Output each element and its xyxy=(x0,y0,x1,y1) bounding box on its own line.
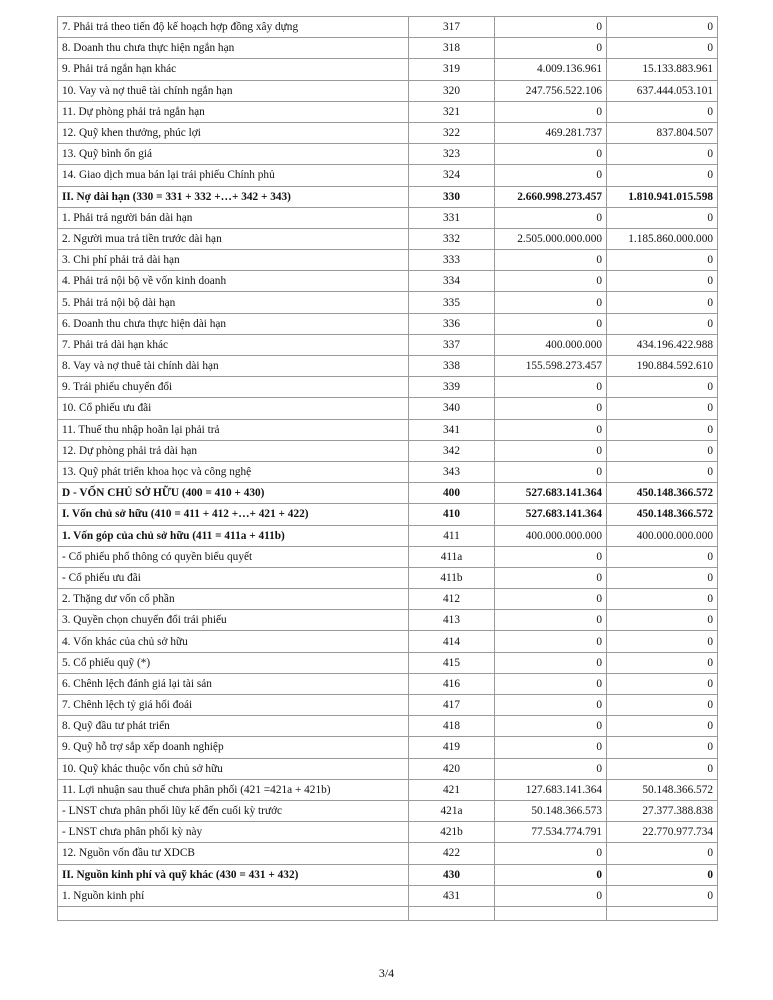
row-value-current-cell: 0 xyxy=(495,843,607,864)
row-value-prior-cell: 0 xyxy=(607,673,718,694)
row-value-current-cell: 0 xyxy=(495,546,607,567)
row-name-cell: 11. Lợi nhuận sau thuế chưa phân phối (421 =421a + 421b) xyxy=(58,779,409,800)
row-value-prior-cell: 0 xyxy=(607,864,718,885)
row-name-cell: 12. Dự phòng phải trả dài hạn xyxy=(58,440,409,461)
row-name-cell: 12. Quỹ khen thưởng, phúc lợi xyxy=(58,122,409,143)
row-code-cell: 417 xyxy=(409,695,495,716)
table-row xyxy=(58,80,718,101)
table-row xyxy=(58,398,718,419)
row-value-current-cell: 0 xyxy=(495,716,607,737)
row-value-current-cell: 0 xyxy=(495,38,607,59)
row-value-prior-cell: 0 xyxy=(607,631,718,652)
row-value-current-cell: 2.660.998.273.457 xyxy=(495,186,607,207)
row-code-cell: 343 xyxy=(409,461,495,482)
row-value-prior-cell: 0 xyxy=(607,737,718,758)
row-name-cell: - Cổ phiếu phổ thông có quyền biểu quyết xyxy=(58,546,409,567)
row-code-cell: 421 xyxy=(409,779,495,800)
row-code-cell: 413 xyxy=(409,610,495,631)
row-value-prior-cell: 0 xyxy=(607,398,718,419)
row-value-current-cell: 527.683.141.364 xyxy=(495,483,607,504)
row-value-current-cell: 0 xyxy=(495,864,607,885)
row-value-current-cell: 247.756.522.106 xyxy=(495,80,607,101)
row-value-prior-cell: 0 xyxy=(607,885,718,906)
balance-sheet-page xyxy=(57,16,717,921)
row-name-cell: - LNST chưa phân phối lũy kế đến cuối kỳ trước xyxy=(58,800,409,821)
row-code-cell: 335 xyxy=(409,292,495,313)
table-row xyxy=(58,800,718,821)
row-name-cell: 3. Chi phí phải trả dài hạn xyxy=(58,250,409,271)
row-value-prior-cell: 0 xyxy=(607,207,718,228)
row-value-current-cell: 0 xyxy=(495,419,607,440)
row-code-cell: 319 xyxy=(409,59,495,80)
row-name-cell: II. Nợ dài hạn (330 = 331 + 332 +…+ 342 + 343) xyxy=(58,186,409,207)
row-value-current-cell: 50.148.366.573 xyxy=(495,800,607,821)
row-value-current-cell: 0 xyxy=(495,377,607,398)
row-value-current-cell: 127.683.141.364 xyxy=(495,779,607,800)
table-row xyxy=(58,271,718,292)
row-code-cell: 333 xyxy=(409,250,495,271)
row-value-current-cell: 0 xyxy=(495,461,607,482)
table-row xyxy=(58,38,718,59)
row-code-cell: 331 xyxy=(409,207,495,228)
row-value-prior-cell: 0 xyxy=(607,292,718,313)
row-value-prior-cell: 0 xyxy=(607,38,718,59)
row-code-cell: 418 xyxy=(409,716,495,737)
table-row xyxy=(58,716,718,737)
row-value-prior-cell: 0 xyxy=(607,546,718,567)
row-value-prior-cell: 0 xyxy=(607,17,718,38)
row-name-cell: 6. Chênh lệch đánh giá lại tài sản xyxy=(58,673,409,694)
table-row xyxy=(58,737,718,758)
table-row xyxy=(58,483,718,504)
row-name-cell: 2. Người mua trả tiền trước dài hạn xyxy=(58,228,409,249)
row-name-cell: 9. Phải trả ngắn hạn khác xyxy=(58,59,409,80)
row-code-cell: 341 xyxy=(409,419,495,440)
row-name-cell: 8. Vay và nợ thuê tài chính dài hạn xyxy=(58,356,409,377)
row-value-prior-cell: 0 xyxy=(607,461,718,482)
row-value-prior-cell: 637.444.053.101 xyxy=(607,80,718,101)
row-name-cell: 11. Thuế thu nhập hoãn lại phải trả xyxy=(58,419,409,440)
row-value-prior-cell: 0 xyxy=(607,652,718,673)
row-value-prior-cell: 0 xyxy=(607,377,718,398)
empty-cell xyxy=(58,906,409,920)
balance-sheet-table xyxy=(57,16,718,921)
row-code-cell: 332 xyxy=(409,228,495,249)
row-code-cell: 411a xyxy=(409,546,495,567)
row-value-prior-cell: 0 xyxy=(607,313,718,334)
row-code-cell: 421b xyxy=(409,822,495,843)
row-name-cell: 9. Trái phiếu chuyển đổi xyxy=(58,377,409,398)
row-value-current-cell: 0 xyxy=(495,440,607,461)
row-value-prior-cell: 1.810.941.015.598 xyxy=(607,186,718,207)
row-value-prior-cell: 450.148.366.572 xyxy=(607,483,718,504)
row-value-current-cell: 0 xyxy=(495,250,607,271)
row-name-cell: 4. Phải trả nội bộ về vốn kinh doanh xyxy=(58,271,409,292)
row-name-cell: 14. Giao dịch mua bán lại trái phiếu Chính phủ xyxy=(58,165,409,186)
table-body xyxy=(58,17,718,921)
row-value-current-cell: 0 xyxy=(495,695,607,716)
table-row xyxy=(58,334,718,355)
table-row xyxy=(58,885,718,906)
table-row xyxy=(58,101,718,122)
row-value-prior-cell: 837.804.507 xyxy=(607,122,718,143)
row-value-current-cell: 0 xyxy=(495,271,607,292)
row-code-cell: 421a xyxy=(409,800,495,821)
row-value-current-cell: 77.534.774.791 xyxy=(495,822,607,843)
row-value-current-cell: 4.009.136.961 xyxy=(495,59,607,80)
row-value-prior-cell: 0 xyxy=(607,250,718,271)
row-value-current-cell: 0 xyxy=(495,758,607,779)
row-value-current-cell: 0 xyxy=(495,207,607,228)
table-row xyxy=(58,589,718,610)
row-value-prior-cell: 0 xyxy=(607,567,718,588)
row-value-current-cell: 0 xyxy=(495,652,607,673)
row-code-cell: 412 xyxy=(409,589,495,610)
row-name-cell: 1. Phải trả người bán dài hạn xyxy=(58,207,409,228)
table-row xyxy=(58,610,718,631)
table-row xyxy=(58,207,718,228)
table-row xyxy=(58,186,718,207)
table-row xyxy=(58,59,718,80)
row-name-cell: 10. Vay và nợ thuê tài chính ngắn hạn xyxy=(58,80,409,101)
row-name-cell: D - VỐN CHỦ SỞ HỮU (400 = 410 + 430) xyxy=(58,483,409,504)
row-value-current-cell: 155.598.273.457 xyxy=(495,356,607,377)
row-value-prior-cell: 0 xyxy=(607,610,718,631)
row-name-cell: 1. Vốn góp của chủ sở hữu (411 = 411a + 411b) xyxy=(58,525,409,546)
row-code-cell: 431 xyxy=(409,885,495,906)
row-value-prior-cell: 0 xyxy=(607,144,718,165)
row-value-prior-cell: 0 xyxy=(607,695,718,716)
row-name-cell: 10. Quỹ khác thuộc vốn chủ sở hữu xyxy=(58,758,409,779)
row-name-cell: 7. Phải trả theo tiến độ kế hoạch hợp đồng xây dựng xyxy=(58,17,409,38)
row-value-current-cell: 469.281.737 xyxy=(495,122,607,143)
row-name-cell: 10. Cổ phiếu ưu đãi xyxy=(58,398,409,419)
row-code-cell: 321 xyxy=(409,101,495,122)
row-code-cell: 330 xyxy=(409,186,495,207)
row-code-cell: 340 xyxy=(409,398,495,419)
row-code-cell: 339 xyxy=(409,377,495,398)
row-value-current-cell: 0 xyxy=(495,631,607,652)
row-name-cell: 11. Dự phòng phải trả ngắn hạn xyxy=(58,101,409,122)
row-name-cell: 8. Quỹ đầu tư phát triển xyxy=(58,716,409,737)
row-name-cell: 12. Nguồn vốn đầu tư XDCB xyxy=(58,843,409,864)
row-value-current-cell: 0 xyxy=(495,885,607,906)
page-number: 3/4 xyxy=(378,966,395,980)
row-value-prior-cell: 0 xyxy=(607,843,718,864)
row-value-prior-cell: 0 xyxy=(607,440,718,461)
row-name-cell: 7. Chênh lệch tỷ giá hối đoái xyxy=(58,695,409,716)
row-value-current-cell: 0 xyxy=(495,589,607,610)
row-name-cell: II. Nguồn kinh phí và quỹ khác (430 = 431 + 432) xyxy=(58,864,409,885)
row-code-cell: 416 xyxy=(409,673,495,694)
table-row xyxy=(58,695,718,716)
row-code-cell: 322 xyxy=(409,122,495,143)
row-value-prior-cell: 190.884.592.610 xyxy=(607,356,718,377)
table-row xyxy=(58,461,718,482)
row-value-current-cell: 0 xyxy=(495,17,607,38)
row-name-cell: 7. Phải trả dài hạn khác xyxy=(58,334,409,355)
row-name-cell: - Cổ phiếu ưu đãi xyxy=(58,567,409,588)
row-value-prior-cell: 27.377.388.838 xyxy=(607,800,718,821)
table-row-continuation xyxy=(58,906,718,920)
row-value-current-cell: 0 xyxy=(495,165,607,186)
row-value-current-cell: 0 xyxy=(495,737,607,758)
table-row xyxy=(58,567,718,588)
row-name-cell: - LNST chưa phân phối kỳ này xyxy=(58,822,409,843)
table-row xyxy=(58,504,718,525)
row-name-cell: 6. Doanh thu chưa thực hiện dài hạn xyxy=(58,313,409,334)
row-value-prior-cell: 434.196.422.988 xyxy=(607,334,718,355)
table-row xyxy=(58,250,718,271)
empty-cell xyxy=(409,906,495,920)
empty-cell xyxy=(607,906,718,920)
row-value-prior-cell: 450.148.366.572 xyxy=(607,504,718,525)
row-code-cell: 324 xyxy=(409,165,495,186)
row-code-cell: 400 xyxy=(409,483,495,504)
row-value-current-cell: 0 xyxy=(495,610,607,631)
row-name-cell: 13. Quỹ bình ổn giá xyxy=(58,144,409,165)
row-value-prior-cell: 0 xyxy=(607,165,718,186)
row-value-prior-cell: 0 xyxy=(607,716,718,737)
row-value-prior-cell: 0 xyxy=(607,758,718,779)
row-code-cell: 320 xyxy=(409,80,495,101)
row-code-cell: 411 xyxy=(409,525,495,546)
row-value-prior-cell: 400.000.000.000 xyxy=(607,525,718,546)
row-value-current-cell: 0 xyxy=(495,398,607,419)
table-row xyxy=(58,356,718,377)
table-row xyxy=(58,313,718,334)
row-name-cell: 13. Quỹ phát triển khoa học và công nghệ xyxy=(58,461,409,482)
row-value-prior-cell: 1.185.860.000.000 xyxy=(607,228,718,249)
table-row xyxy=(58,165,718,186)
row-value-current-cell: 0 xyxy=(495,144,607,165)
table-row xyxy=(58,292,718,313)
row-value-prior-cell: 0 xyxy=(607,271,718,292)
row-code-cell: 338 xyxy=(409,356,495,377)
table-row xyxy=(58,779,718,800)
row-value-current-cell: 0 xyxy=(495,567,607,588)
row-code-cell: 336 xyxy=(409,313,495,334)
table-row xyxy=(58,419,718,440)
table-row xyxy=(58,228,718,249)
row-name-cell: 5. Cổ phiếu quỹ (*) xyxy=(58,652,409,673)
row-code-cell: 414 xyxy=(409,631,495,652)
row-value-current-cell: 400.000.000 xyxy=(495,334,607,355)
row-code-cell: 420 xyxy=(409,758,495,779)
table-row xyxy=(58,525,718,546)
row-value-prior-cell: 0 xyxy=(607,589,718,610)
row-code-cell: 422 xyxy=(409,843,495,864)
row-code-cell: 415 xyxy=(409,652,495,673)
table-row xyxy=(58,122,718,143)
row-code-cell: 337 xyxy=(409,334,495,355)
row-code-cell: 342 xyxy=(409,440,495,461)
row-value-current-cell: 0 xyxy=(495,313,607,334)
row-value-current-cell: 0 xyxy=(495,292,607,313)
row-value-current-cell: 400.000.000.000 xyxy=(495,525,607,546)
row-name-cell: 1. Nguồn kinh phí xyxy=(58,885,409,906)
row-value-current-cell: 527.683.141.364 xyxy=(495,504,607,525)
table-row xyxy=(58,843,718,864)
table-row xyxy=(58,758,718,779)
row-code-cell: 323 xyxy=(409,144,495,165)
row-value-prior-cell: 15.133.883.961 xyxy=(607,59,718,80)
row-value-current-cell: 0 xyxy=(495,673,607,694)
row-name-cell: 8. Doanh thu chưa thực hiện ngắn hạn xyxy=(58,38,409,59)
empty-cell xyxy=(495,906,607,920)
table-row xyxy=(58,17,718,38)
row-name-cell: 3. Quyền chọn chuyển đổi trái phiếu xyxy=(58,610,409,631)
row-name-cell: I. Vốn chủ sở hữu (410 = 411 + 412 +…+ 421 + 422) xyxy=(58,504,409,525)
row-name-cell: 9. Quỹ hỗ trợ sắp xếp doanh nghiệp xyxy=(58,737,409,758)
table-row xyxy=(58,652,718,673)
row-code-cell: 334 xyxy=(409,271,495,292)
table-row xyxy=(58,631,718,652)
row-name-cell: 4. Vốn khác của chủ sở hữu xyxy=(58,631,409,652)
row-value-prior-cell: 0 xyxy=(607,101,718,122)
row-code-cell: 411b xyxy=(409,567,495,588)
row-code-cell: 410 xyxy=(409,504,495,525)
table-row xyxy=(58,377,718,398)
table-row xyxy=(58,144,718,165)
row-name-cell: 2. Thặng dư vốn cổ phần xyxy=(58,589,409,610)
table-row xyxy=(58,822,718,843)
row-value-prior-cell: 0 xyxy=(607,419,718,440)
row-value-prior-cell: 22.770.977.734 xyxy=(607,822,718,843)
row-value-current-cell: 0 xyxy=(495,101,607,122)
table-row xyxy=(58,673,718,694)
table-row xyxy=(58,546,718,567)
table-row xyxy=(58,440,718,461)
row-code-cell: 430 xyxy=(409,864,495,885)
row-value-current-cell: 2.505.000.000.000 xyxy=(495,228,607,249)
row-name-cell: 5. Phải trả nội bộ dài hạn xyxy=(58,292,409,313)
table-row xyxy=(58,864,718,885)
row-code-cell: 317 xyxy=(409,17,495,38)
row-code-cell: 419 xyxy=(409,737,495,758)
row-value-prior-cell: 50.148.366.572 xyxy=(607,779,718,800)
row-code-cell: 318 xyxy=(409,38,495,59)
